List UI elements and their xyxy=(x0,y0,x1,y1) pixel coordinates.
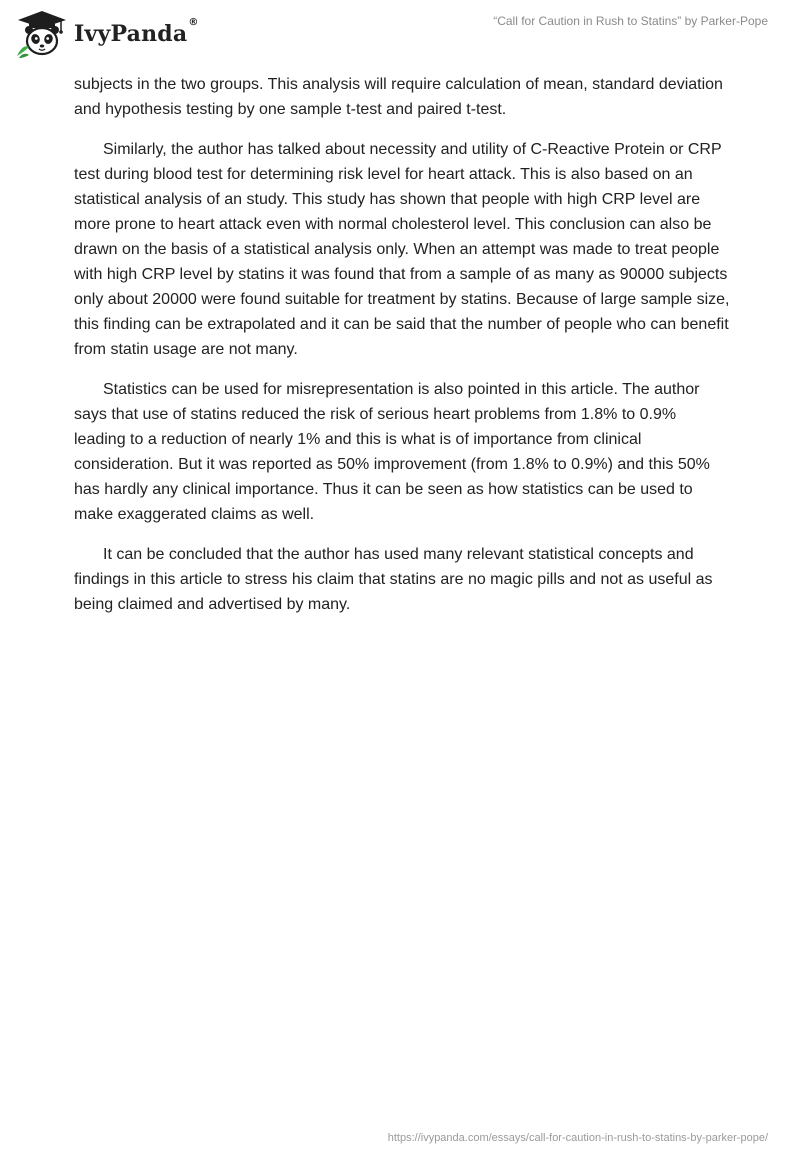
source-url-link[interactable]: https://ivypanda.com/essays/call-for-caution-in-rush-to-statins-by-parker-pope/ xyxy=(387,1132,768,1144)
registered-mark: ® xyxy=(188,17,199,28)
document-title: “Call for Caution in Rush to Statins” by Parker-Pope xyxy=(493,14,768,28)
paragraph-crp-test: Similarly, the author has talked about necessity and utility of C-Reactive Protein or CRP test during blood test for determining risk level for heart attack. This is also based on an statistical analysis of an study. This study has shown that people with high CRP level are more prone to heart attack even with normal cholesterol level. This conclusion can also be drawn on the basis of a statistical analysis only. When an attempt was made to treat people with high CRP level by statins it was found that from a sample of as many as 90000 subjects only about 20000 were found suitable for treatment by statins. Because of large sample size, this finding can be extrapolated and it can be said that the number of people who can benefit from statin usage are not many. xyxy=(74,141,730,358)
paragraph-conclusion: It can be concluded that the author has used many relevant statistical concepts and findings in this article to stress his claim that statins are no magic pills and not as useful as being claimed and advertised by many. xyxy=(74,546,713,613)
paragraph-continued: subjects in the two groups. This analysis will require calculation of mean, standard deviation and hypothesis testing by one sample t-test and paired t-test. xyxy=(74,76,723,118)
panda-graduate-icon xyxy=(14,9,70,59)
essay-body xyxy=(74,72,730,632)
brand-name: IvyPanda® xyxy=(74,17,199,47)
page-header xyxy=(0,0,800,70)
paragraph-misrepresentation: Statistics can be used for misrepresentation is also pointed in this article. The author says that use of statins reduced the risk of serious heart problems from 1.8% to 0.9% leading to a reduction of nearly 1% and this is what is of importance from clinical consideration. But it was reported as 50% improvement (from 1.8% to 0.9%) and this 50% has hardly any clinical importance. Thus it can be seen as how statistics can be used to make exaggerated claims as well. xyxy=(74,381,710,523)
ivypanda-logo[interactable] xyxy=(14,8,199,60)
